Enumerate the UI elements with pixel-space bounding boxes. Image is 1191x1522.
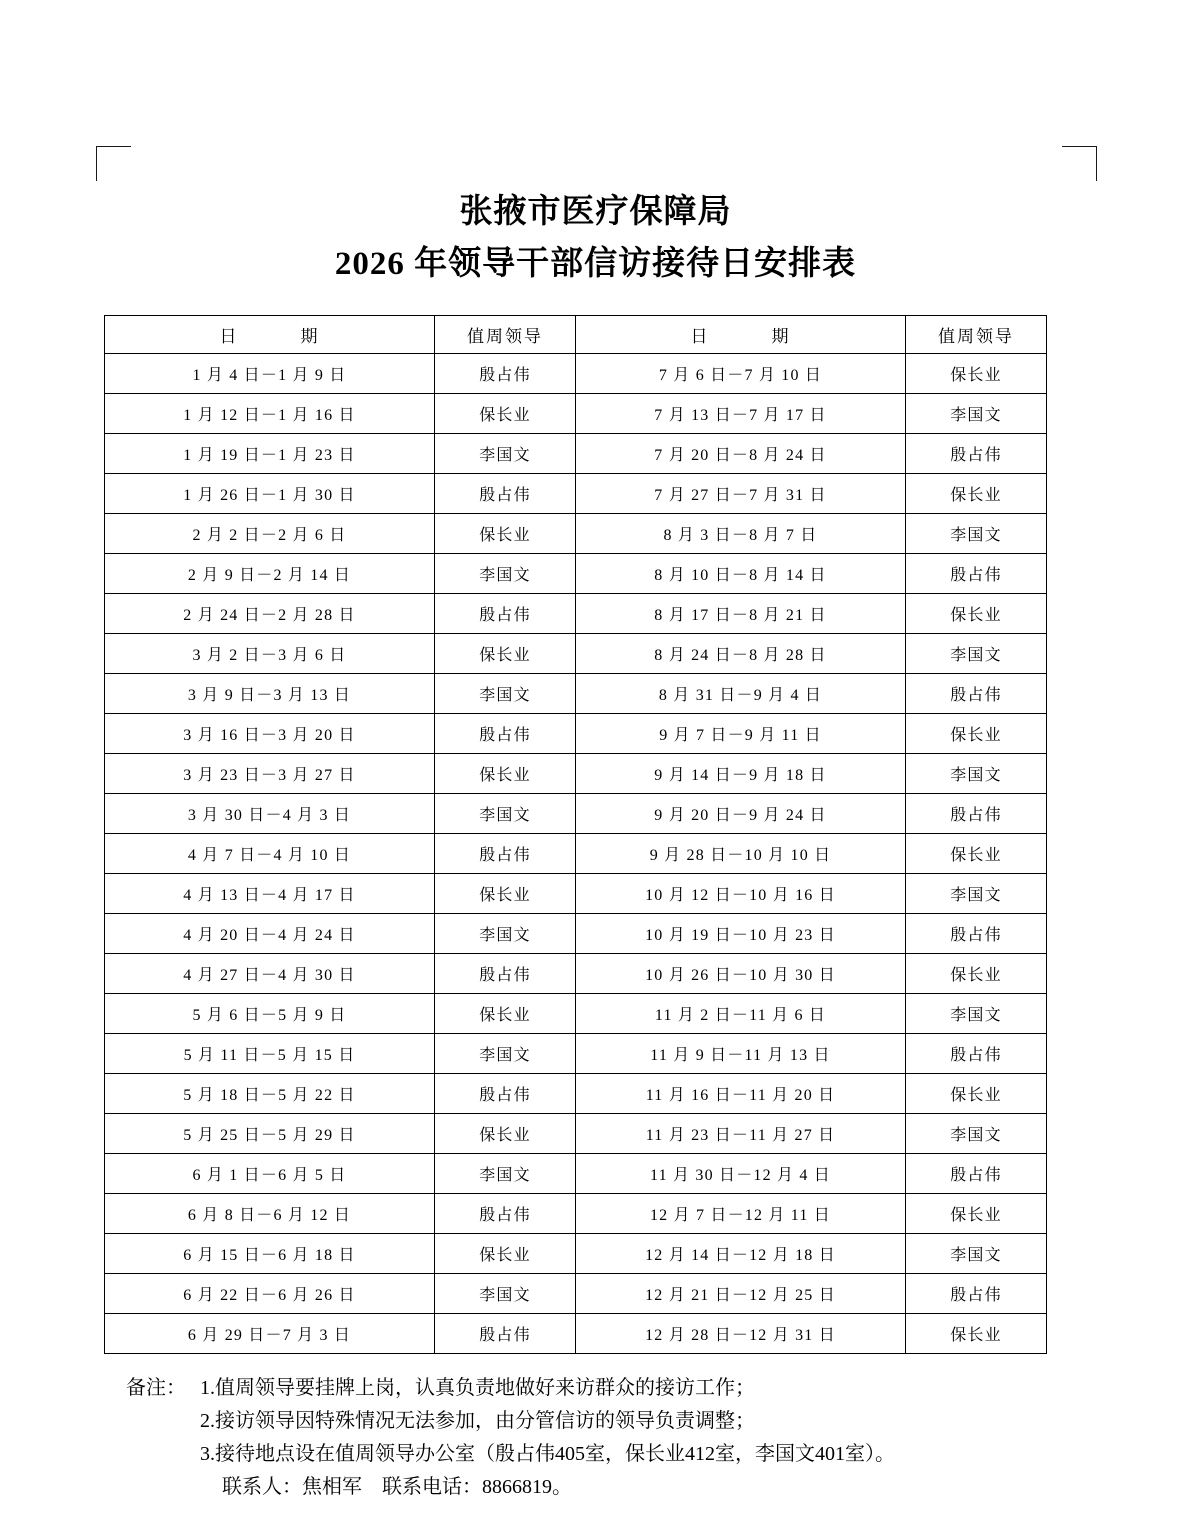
cell-leader-left: 殷占伟 [435, 1314, 576, 1354]
table-row [105, 1234, 1047, 1274]
crop-mark-top-left [96, 146, 131, 181]
cell-leader-right: 保长业 [906, 1314, 1047, 1354]
schedule-table [104, 315, 1047, 1354]
cell-leader-left: 殷占伟 [435, 714, 576, 754]
table-row [105, 874, 1047, 914]
cell-leader-right: 殷占伟 [906, 1274, 1047, 1314]
cell-leader-left: 保长业 [435, 1114, 576, 1154]
cell-date-right: 7 月 20 日－8 月 24 日 [576, 434, 906, 474]
table-row [105, 834, 1047, 874]
schedule-table-body [105, 354, 1047, 1354]
note-item-1: 1.值周领导要挂牌上岗，认真负责地做好来访群众的接访工作； [200, 1377, 755, 1399]
cell-leader-left: 李国文 [435, 674, 576, 714]
cell-leader-left: 李国文 [435, 554, 576, 594]
cell-leader-left: 李国文 [435, 1034, 576, 1074]
table-row [105, 514, 1047, 554]
cell-date-left: 5 月 25 日－5 月 29 日 [105, 1114, 435, 1154]
cell-leader-right: 李国文 [906, 394, 1047, 434]
cell-date-right: 7 月 13 日－7 月 17 日 [576, 394, 906, 434]
cell-date-left: 1 月 19 日－1 月 23 日 [105, 434, 435, 474]
table-row [105, 1154, 1047, 1194]
cell-leader-right: 李国文 [906, 1114, 1047, 1154]
table-row [105, 1074, 1047, 1114]
table-row [105, 1314, 1047, 1354]
cell-date-left: 6 月 29 日－7 月 3 日 [105, 1314, 435, 1354]
crop-mark-top-right [1062, 146, 1097, 181]
cell-leader-right: 殷占伟 [906, 1034, 1047, 1074]
cell-leader-left: 保长业 [435, 994, 576, 1034]
table-row [105, 474, 1047, 514]
table-row [105, 754, 1047, 794]
cell-leader-right: 李国文 [906, 634, 1047, 674]
cell-leader-left: 李国文 [435, 434, 576, 474]
table-row [105, 714, 1047, 754]
cell-leader-left: 保长业 [435, 754, 576, 794]
cell-leader-right: 保长业 [906, 1074, 1047, 1114]
cell-leader-right: 殷占伟 [906, 554, 1047, 594]
cell-leader-right: 殷占伟 [906, 914, 1047, 954]
cell-date-left: 6 月 15 日－6 月 18 日 [105, 1234, 435, 1274]
cell-date-left: 3 月 2 日－3 月 6 日 [105, 634, 435, 674]
cell-leader-right: 李国文 [906, 754, 1047, 794]
cell-date-right: 7 月 27 日－7 月 31 日 [576, 474, 906, 514]
note-item-2: 2.接访领导因特殊情况无法参加，由分管信访的领导负责调整； [200, 1410, 755, 1432]
cell-date-right: 11 月 9 日－11 月 13 日 [576, 1034, 906, 1074]
table-row [105, 1194, 1047, 1234]
cell-date-right: 11 月 23 日－11 月 27 日 [576, 1114, 906, 1154]
cell-leader-right: 保长业 [906, 594, 1047, 634]
cell-date-left: 6 月 8 日－6 月 12 日 [105, 1194, 435, 1234]
cell-date-right: 7 月 6 日－7 月 10 日 [576, 354, 906, 394]
cell-leader-left: 保长业 [435, 634, 576, 674]
cell-date-right: 12 月 7 日－12 月 11 日 [576, 1194, 906, 1234]
cell-leader-left: 殷占伟 [435, 354, 576, 394]
cell-leader-right: 李国文 [906, 994, 1047, 1034]
table-header-row [105, 316, 1047, 354]
cell-date-right: 10 月 19 日－10 月 23 日 [576, 914, 906, 954]
cell-leader-left: 保长业 [435, 874, 576, 914]
notes-items [200, 1372, 1094, 1504]
table-row [105, 1114, 1047, 1154]
title-line-2: 2026 年领导干部信访接待日安排表 [334, 246, 857, 282]
cell-leader-left: 李国文 [435, 1274, 576, 1314]
note-contact: 联系人：焦相军 联系电话：8866819。 [222, 1476, 572, 1498]
cell-date-left: 1 月 26 日－1 月 30 日 [105, 474, 435, 514]
cell-leader-right: 保长业 [906, 954, 1047, 994]
table-row [105, 554, 1047, 594]
cell-leader-left: 李国文 [435, 1154, 576, 1194]
table-row [105, 994, 1047, 1034]
cell-leader-right: 保长业 [906, 834, 1047, 874]
cell-date-right: 9 月 20 日－9 月 24 日 [576, 794, 906, 834]
cell-leader-right: 保长业 [906, 714, 1047, 754]
cell-date-left: 3 月 30 日－4 月 3 日 [105, 794, 435, 834]
cell-date-left: 6 月 22 日－6 月 26 日 [105, 1274, 435, 1314]
cell-date-right: 8 月 24 日－8 月 28 日 [576, 634, 906, 674]
cell-date-right: 11 月 30 日－12 月 4 日 [576, 1154, 906, 1194]
cell-leader-right: 殷占伟 [906, 1154, 1047, 1194]
cell-date-right: 11 月 2 日－11 月 6 日 [576, 994, 906, 1034]
cell-leader-right: 殷占伟 [906, 794, 1047, 834]
column-header-date-left: 日 期 [105, 316, 435, 354]
table-row [105, 794, 1047, 834]
cell-date-right: 12 月 21 日－12 月 25 日 [576, 1274, 906, 1314]
cell-date-right: 12 月 14 日－12 月 18 日 [576, 1234, 906, 1274]
cell-leader-left: 殷占伟 [435, 594, 576, 634]
cell-leader-left: 保长业 [435, 514, 576, 554]
cell-date-left: 2 月 9 日－2 月 14 日 [105, 554, 435, 594]
cell-date-left: 2 月 2 日－2 月 6 日 [105, 514, 435, 554]
cell-date-right: 8 月 10 日－8 月 14 日 [576, 554, 906, 594]
cell-date-left: 3 月 23 日－3 月 27 日 [105, 754, 435, 794]
cell-date-left: 4 月 27 日－4 月 30 日 [105, 954, 435, 994]
cell-leader-right: 殷占伟 [906, 674, 1047, 714]
table-row [105, 594, 1047, 634]
table-row [105, 394, 1047, 434]
cell-date-left: 6 月 1 日－6 月 5 日 [105, 1154, 435, 1194]
column-header-date-right: 日 期 [576, 316, 906, 354]
cell-leader-right: 殷占伟 [906, 434, 1047, 474]
table-row [105, 354, 1047, 394]
cell-date-left: 3 月 16 日－3 月 20 日 [105, 714, 435, 754]
cell-date-right: 9 月 28 日－10 月 10 日 [576, 834, 906, 874]
cell-leader-left: 保长业 [435, 1234, 576, 1274]
table-row [105, 1034, 1047, 1074]
cell-leader-right: 李国文 [906, 874, 1047, 914]
column-header-leader-left: 值周领导 [435, 316, 576, 354]
column-header-leader-right: 值周领导 [906, 316, 1047, 354]
note-item-3: 3.接待地点设在值周领导办公室（殷占伟405室，保长业412室，李国文401室）。 [200, 1443, 895, 1465]
cell-leader-right: 保长业 [906, 474, 1047, 514]
table-row [105, 1274, 1047, 1314]
cell-date-left: 1 月 12 日－1 月 16 日 [105, 394, 435, 434]
cell-leader-right: 保长业 [906, 354, 1047, 394]
table-row [105, 434, 1047, 474]
cell-date-left: 5 月 18 日－5 月 22 日 [105, 1074, 435, 1114]
cell-date-left: 4 月 20 日－4 月 24 日 [105, 914, 435, 954]
cell-leader-left: 殷占伟 [435, 954, 576, 994]
notes-section [104, 1372, 1094, 1504]
cell-date-right: 10 月 26 日－10 月 30 日 [576, 954, 906, 994]
cell-date-left: 4 月 7 日－4 月 10 日 [105, 834, 435, 874]
cell-date-right: 9 月 14 日－9 月 18 日 [576, 754, 906, 794]
cell-leader-left: 殷占伟 [435, 1074, 576, 1114]
cell-leader-right: 李国文 [906, 514, 1047, 554]
cell-date-right: 8 月 31 日－9 月 4 日 [576, 674, 906, 714]
cell-leader-left: 殷占伟 [435, 474, 576, 514]
cell-date-left: 2 月 24 日－2 月 28 日 [105, 594, 435, 634]
cell-date-left: 5 月 6 日－5 月 9 日 [105, 994, 435, 1034]
cell-date-left: 1 月 4 日－1 月 9 日 [105, 354, 435, 394]
cell-date-right: 8 月 17 日－8 月 21 日 [576, 594, 906, 634]
table-row [105, 914, 1047, 954]
cell-leader-left: 李国文 [435, 914, 576, 954]
cell-date-left: 4 月 13 日－4 月 17 日 [105, 874, 435, 914]
title-line-1: 张掖市医疗保障局 [459, 194, 732, 230]
cell-leader-left: 保长业 [435, 394, 576, 434]
notes-label: 备注： [126, 1377, 186, 1399]
cell-leader-left: 殷占伟 [435, 1194, 576, 1234]
cell-leader-left: 李国文 [435, 794, 576, 834]
cell-date-right: 12 月 28 日－12 月 31 日 [576, 1314, 906, 1354]
cell-leader-right: 李国文 [906, 1234, 1047, 1274]
page-title [0, 188, 1191, 292]
cell-date-right: 8 月 3 日－8 月 7 日 [576, 514, 906, 554]
cell-date-left: 3 月 9 日－3 月 13 日 [105, 674, 435, 714]
table-row [105, 954, 1047, 994]
cell-date-left: 5 月 11 日－5 月 15 日 [105, 1034, 435, 1074]
table-row [105, 634, 1047, 674]
cell-leader-right: 保长业 [906, 1194, 1047, 1234]
cell-date-right: 11 月 16 日－11 月 20 日 [576, 1074, 906, 1114]
table-row [105, 674, 1047, 714]
cell-date-right: 10 月 12 日－10 月 16 日 [576, 874, 906, 914]
cell-date-right: 9 月 7 日－9 月 11 日 [576, 714, 906, 754]
cell-leader-left: 殷占伟 [435, 834, 576, 874]
